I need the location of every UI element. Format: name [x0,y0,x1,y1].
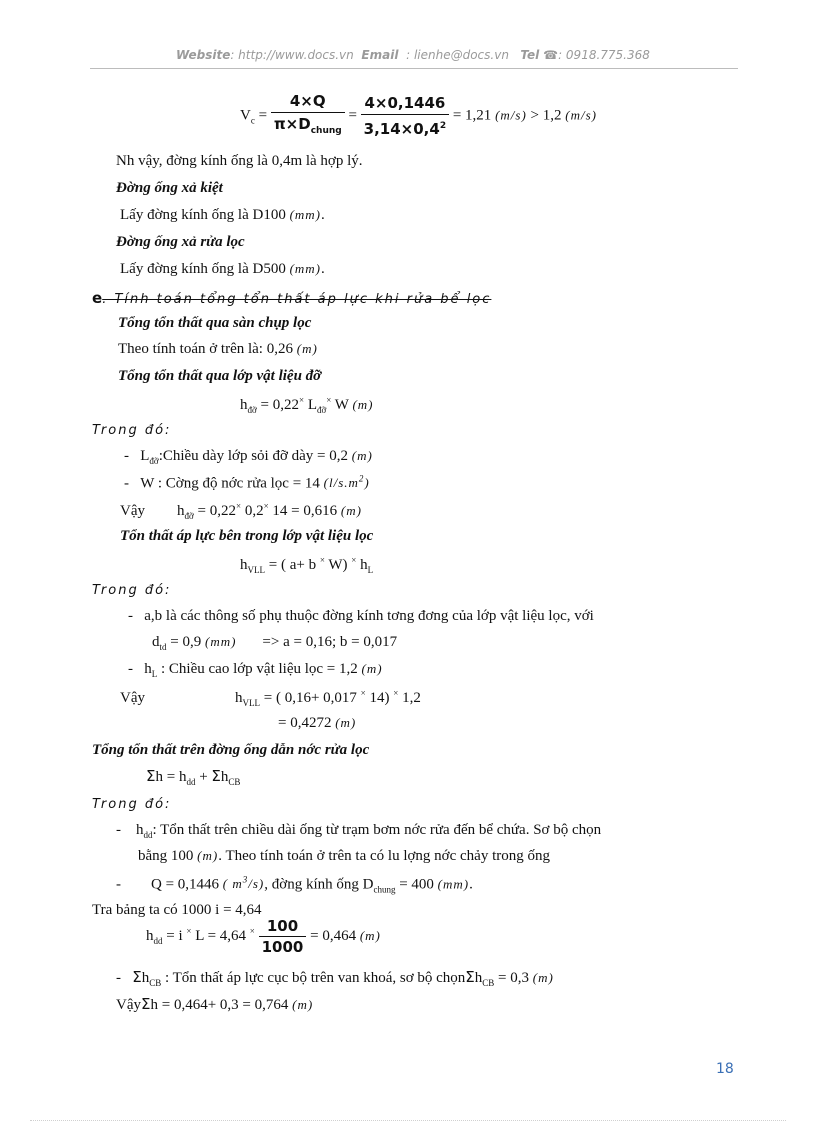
fraction-2 [361,94,449,138]
formula-text: 3,14×0,4 [363,120,440,138]
text: L [140,448,150,464]
website-value: : http://www.docs.vn [230,48,354,62]
text: => a = 0,16; b = 0,017 [262,634,398,650]
paragraph: Tra bảng ta có 1000 i = 4,64 [92,902,262,918]
text: h [220,769,229,785]
formula-sub: chung [310,126,342,136]
page-number: 18 [716,1061,734,1077]
text: = 400 [395,876,434,893]
formula [278,715,356,732]
text: h [240,557,248,573]
bullet: - [116,822,121,838]
fraction-numerator: 100 [259,918,307,937]
unit: (m) [352,397,374,412]
subheading: Tổng tổn thất qua sàn chụp lọc [118,315,312,331]
sub: td [159,642,167,652]
list-item [124,474,370,492]
list-item [128,661,383,679]
unit: (m) [292,997,314,1012]
bullet: - [124,448,129,464]
unit: (m) [340,503,362,518]
formula-text: = [348,107,357,124]
text: h [144,661,152,677]
unit: (m) [335,715,357,730]
text: h [141,970,150,986]
text: = i [162,927,187,944]
formula-text: π×D [273,115,311,133]
list-item [116,875,473,894]
fraction-denominator: 1000 [261,938,304,956]
formula [120,501,362,521]
text: . Theo tính toán ở trên ta có lu lợng nớc chảy trong ống [218,848,550,864]
unit: (mm) [437,876,470,892]
text: Theo tính toán ở trên là: 0,26 [118,341,293,357]
bullet: - [116,876,121,893]
text: Vậy [116,997,141,1013]
times: × [249,925,255,936]
bullet: - [124,475,129,492]
sub: CB [228,777,241,787]
sup: 2 [358,474,365,484]
paragraph [118,341,318,358]
sub: dd [153,935,163,946]
unit: (m/s) [565,107,597,123]
section-label: e [92,289,103,307]
text: 0,2 [241,503,264,519]
text: : Chiều cao lớp vật liệu lọc = 1,2 [157,661,358,677]
text: = 0,22 [256,397,299,413]
sup: 3 [242,875,249,885]
unit: (m/s) [495,107,527,123]
sub: CB [149,978,162,988]
bullet: - [128,661,133,677]
paragraph [120,261,325,278]
formula [240,395,374,415]
sub: L [367,565,374,575]
text: W) [324,557,352,573]
times: × [351,555,357,565]
sub: đỡ [247,405,257,415]
formula-sub: c [250,115,255,126]
unit: (m) [361,661,383,676]
formula-sup: 2 [439,121,447,131]
sigma-symbol: Σ [141,995,151,1013]
text: 14 = 0,616 [268,503,338,519]
sub: dd [143,830,153,840]
paragraph [120,207,325,224]
text: = 0,464 [306,927,357,944]
label-trong-do: Trong đó: [92,797,172,812]
sub: VLL [242,698,260,708]
fraction-denominator [361,115,449,138]
text: h = 0,464+ 0,3 = 0,764 [150,997,289,1013]
times: × [186,925,192,936]
text: L = 4,64 [191,927,250,944]
tel-value: : 0918.775.368 [558,48,650,62]
header-divider [90,68,738,69]
text: (l/s.m [323,475,359,491]
text: L [304,397,317,413]
sub: đỡ [316,405,327,415]
text: 14) [365,690,394,706]
times: × [298,395,305,405]
footer-divider [30,1120,786,1121]
text: : Tổn thất trên chiều dài ống từ trạm bơm nớc rửa đến bể chứa. Sơ bộ chọn [152,822,602,838]
times: × [393,688,399,698]
unit: (m) [359,927,381,943]
text: = 0,22 [193,503,236,519]
fraction-numerator: 4×0,1446 [361,94,449,115]
sigma-symbol: Σ [132,968,142,986]
text: . [469,876,473,893]
sub: đỡ [184,511,194,521]
formula [146,767,240,787]
subheading: Tổng tổn thất trên đờng ống dẫn nớc rửa lọc [92,742,370,758]
text: = ( 0,16+ 0,017 [260,690,361,706]
text: + [195,769,212,785]
text: . [321,261,325,277]
fraction-1 [271,92,345,140]
text: , đờng kính ống D [264,876,374,893]
section-title: . Tính toán tổng tổn thất áp lực khi rửa bể lọc [102,292,492,307]
unit: (m) [351,448,373,463]
sub: VLL [247,565,265,575]
text: h [177,503,185,519]
formula-text: V [240,107,251,124]
text: h [136,822,144,838]
list-item [124,448,373,466]
label-trong-do: Trong đó: [92,423,172,438]
sigma-symbol: Σ [211,767,221,785]
unit: (m) [197,848,219,863]
page-header [176,48,650,62]
unit [324,475,370,490]
text: ( m [222,876,243,892]
formula-text: = [258,107,268,124]
sigma-symbol: Σ [465,968,475,986]
text: h = h [155,769,187,785]
formula [120,688,421,708]
text: h [474,970,483,986]
text: h [146,927,154,944]
tel-label: Tel [520,48,540,62]
paragraph: Nh vậy, đờng kính ống là 0,4m là hợp lý. [116,153,363,169]
formula-text: = 1,21 [452,107,492,124]
sigma-symbol: Σ [146,767,156,785]
unit: (m) [296,341,318,356]
paragraph [152,634,397,652]
text: W [331,397,349,413]
text: h [356,557,368,573]
section-heading-e [92,289,491,308]
label-trong-do: Trong đó: [92,583,172,598]
fraction-3 [259,918,307,955]
text: h [240,397,248,413]
text: = 0,3 [494,970,530,986]
text: d [152,634,160,650]
text: /s) [248,876,265,892]
website-label: Website [176,48,231,62]
unit: (mm) [289,207,322,222]
sub: CB [482,978,495,988]
formula [240,555,373,575]
list-item [116,822,601,840]
list-item [128,608,594,625]
email-label: Email [361,48,399,62]
unit: (m) [532,970,554,985]
text: = 0,4272 [278,715,332,731]
text: 1,2 [398,690,421,706]
sub: L [151,669,158,679]
subheading: Đờng ống xả kiệt [116,180,223,196]
sub: đỡ [149,456,159,466]
sub: chung [373,884,396,895]
sub: dd [186,777,196,787]
text: :Chiều dày lớp sỏi đỡ dày = 0,2 [158,448,348,464]
text: ) [364,475,370,491]
list-item [116,968,554,988]
text: Vậy [120,503,145,519]
formula [146,918,381,955]
times: × [235,501,242,511]
formula [116,995,313,1014]
unit: (mm) [204,634,237,649]
times: × [360,688,366,698]
bullet: - [128,608,133,624]
subheading: Đờng ống xả rửa lọc [116,234,245,250]
times: × [319,555,325,565]
text: Lấy đờng kính ống là D500 [120,261,286,277]
text: W : Cờng độ nớc rửa lọc = 14 [140,475,320,492]
text: Vậy [120,690,145,706]
times: × [326,395,332,405]
text: = ( a+ b [265,557,320,573]
subheading: Tổng tổn thất qua lớp vật liệu đỡ [118,368,322,384]
velocity-formula [240,92,597,140]
phone-icon: ☎ [543,48,559,62]
subheading: Tổn thất áp lực bên trong lớp vật liệu lọc [120,528,374,544]
text: a,b là các thông số phụ thuộc đờng kính tơng đơng của lớp vật liệu lọc, với [144,608,594,624]
text: : Tổn thất áp lực cục bộ trên van khoá, sơ bộ chọn [161,970,466,986]
text: bằng 100 [138,848,194,864]
text: Q = 0,1446 [151,876,220,893]
unit: (mm) [289,261,322,276]
bullet: - [116,970,121,986]
email-value: : lienhe@docs.vn [406,48,509,62]
fraction-denominator [271,113,345,140]
times: × [263,501,269,511]
text: = 0,9 [166,634,202,650]
text: h [235,690,243,706]
text: Lấy đờng kính ống là D100 [120,207,286,223]
fraction-numerator: 4×Q [271,92,345,113]
formula-text: > 1,2 [530,107,562,124]
unit [223,876,264,891]
text: . [321,207,325,223]
paragraph [138,848,550,865]
